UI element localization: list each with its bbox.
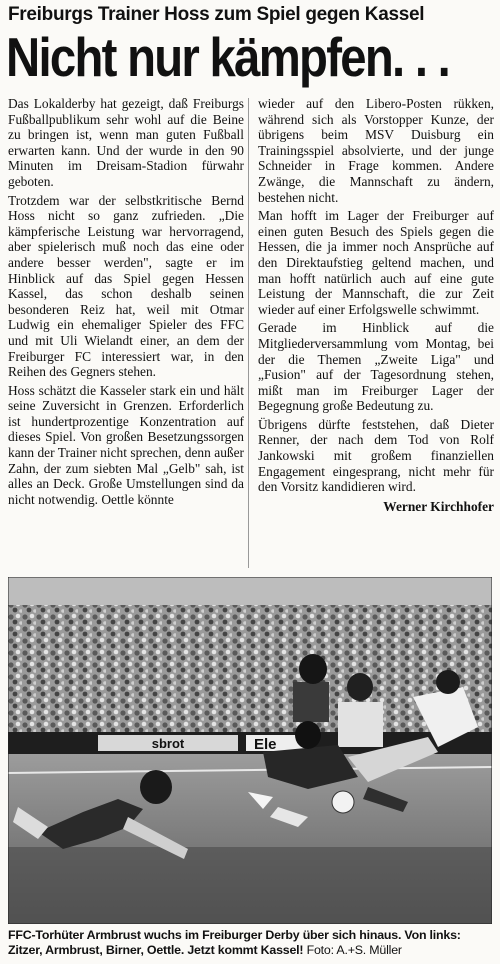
- ad-board-text: Ele: [254, 736, 277, 753]
- article-paragraph: Trotzdem war der selbstkritische Bernd Hoss nicht so ganz zufrieden. „Die kämpferische Leistung war hervorragend, aber spielerisch muß noch das eine oder andere besser werden", sagte er im Hinblick auf das Spiel gegen Hessen Kassel, das schon deshalb seinen besonderen Reiz hat, weil mit Otmar Ludwig ein ehemaliger Spieler des FFC und mit Uli Wielandt einer, an dem der Freiburger FC interessiert war, in den Reihen des Gegners stehen.: [8, 192, 244, 380]
- column-divider: [248, 98, 249, 568]
- article-paragraph: Das Lokalderby hat gezeigt, daß Freiburgs Fußballpublikum sehr wohl auf die Beine zu bringen ist, wenn man guten Fußball erwarten kann. Und der wurde in den 90 Minuten im Dreisam-Stadion fürwahr geboten.: [8, 96, 244, 189]
- match-photo-illustration: [8, 577, 492, 924]
- headline: Nicht nur kämpfen. . .: [6, 26, 450, 88]
- photo-caption: [8, 928, 494, 958]
- article-paragraph: Gerade im Hinblick auf die Mitgliederversammlung vom Montag, bei der die Themen „Zweite Liga" und „Fusion" auf der Tagesordnung stehen, mißt man im Freiburger Lager der Begegnung große Bedeutung zu.: [258, 320, 494, 414]
- match-photo: [8, 577, 492, 924]
- article-column-right: [258, 96, 494, 514]
- ad-board-text: sbrot: [151, 736, 185, 751]
- kicker-line: Freiburgs Trainer Hoss zum Spiel gegen Kassel: [8, 4, 425, 25]
- photo-credit: Foto: A.+S. Müller: [306, 943, 402, 957]
- article-column-left: [8, 96, 244, 510]
- article-paragraph: wieder auf den Libero-Posten rükken, während sich als Vorstopper Kunze, der übrigens beim MSV Duisburg ein Trainingsspiel absolvierte, und der junge Schneider in Frage kommen. Andere Zwänge, die Mannschaft zu ändern, bestehen nicht.: [258, 96, 494, 205]
- author-byline: Werner Kirchhofer: [383, 498, 494, 514]
- article-paragraph: Übrigens dürfte feststehen, daß Dieter Renner, der nach dem Tod von Rolf Jankowski mit großem finanziellen Engagement eingesprang, nicht mehr für den Vorsitz kandidieren wird.: [258, 416, 494, 495]
- article-paragraph: Man hofft im Lager der Freiburger auf einen guten Besuch des Spiels gegen die Hessen, die ja immer noch Ansprüche auf den Direktaufstieg geltend machen, und man hofft natürlich auch auf eine gute Leistung der Mannschaft, die zur Zeit wieder auf einer Erfolgswelle schwimmt.: [258, 208, 494, 317]
- caption-text: FFC-Torhüter Armbrust wuchs im Freiburger Derby über sich hinaus. Von links: Zitzer, Armbrust, Birner, Oettle. Jetzt kommt Kassel!: [8, 928, 461, 957]
- article-paragraph: Hoss schätzt die Kasseler stark ein und hält seine Zuversicht in Grenzen. Erforderlich ist hundertprozentige Konzentration auf dieses Spiel. Von großen Besetzungssorgen kann der Trainer nicht sprechen, denn außer Zahn, der zum siebten Mal „Gelb" sah, ist alles an Deck. Große Umstellungen sind da nicht notwendig. Oettle könnte: [8, 382, 244, 507]
